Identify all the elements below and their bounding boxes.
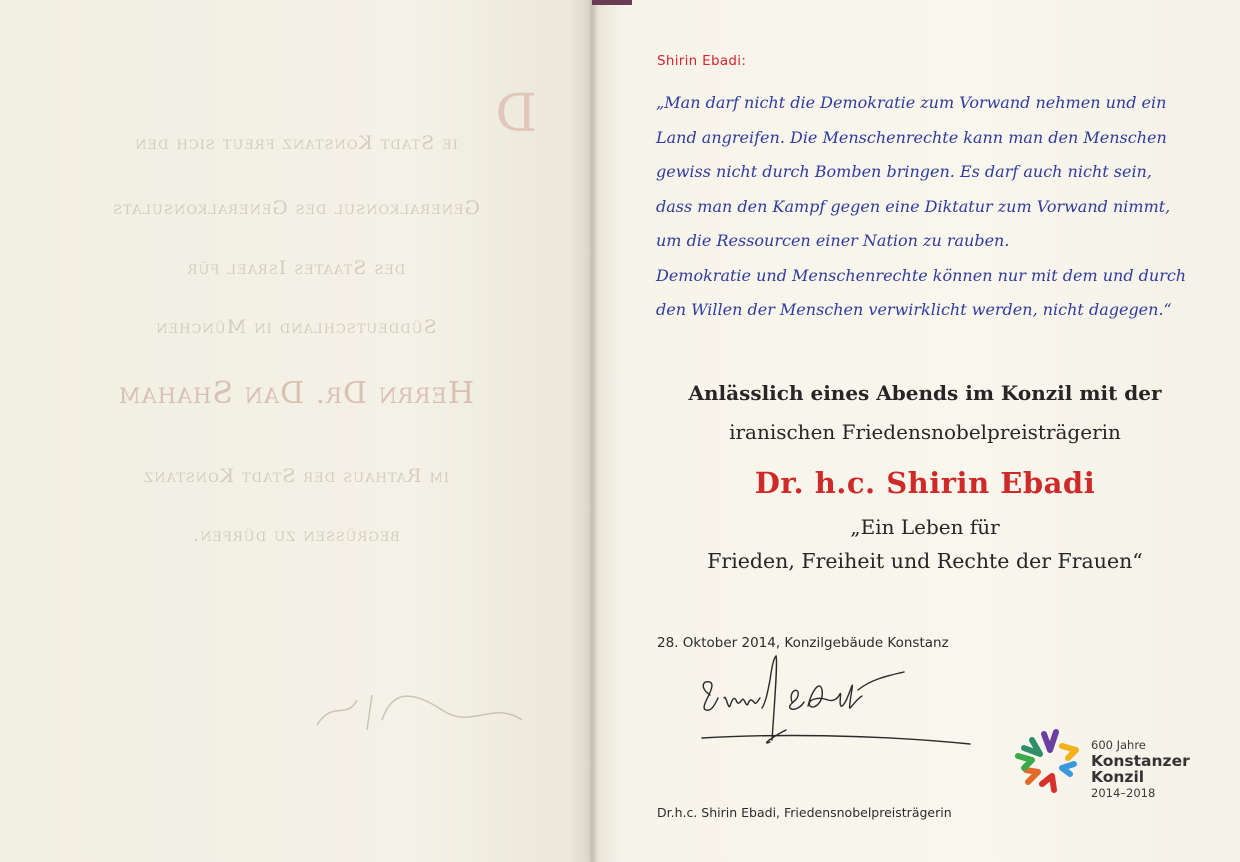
bookmark-ribbon (592, 0, 632, 5)
quote-line: den Willen der Menschen verwirklicht werden, nicht dagegen.“ (656, 300, 1172, 319)
occasion-heading-line2: iranischen Friedensnobelpreisträgerin (729, 420, 1121, 444)
date-place: 28. Oktober 2014, Konzilgebäude Konstanz (657, 635, 949, 651)
show-through-text (0, 0, 592, 862)
signature-caption: Dr.h.c. Shirin Ebadi, Friedensnobelpreisträgerin (657, 805, 952, 820)
logo-line1: 600 Jahre (1091, 738, 1146, 752)
ghost-signature-icon (292, 680, 532, 740)
ghost-line: ie Stadt Konstanz freut sich den (134, 132, 458, 154)
quote-line: dass man den Kampf gegen eine Diktatur zum Vorwand nimmt, (656, 196, 1171, 216)
ghost-line: begrüssen zu dürfen. (192, 524, 400, 546)
konzil-logo-icon (1010, 728, 1090, 808)
quote-line: Land angreifen. Die Menschenrechte kann man den Menschen (656, 127, 1167, 147)
ghost-line: des Staates Israel für (186, 257, 406, 279)
left-page (0, 0, 592, 862)
ghost-line: im Rathaus der Stadt Konstanz (143, 465, 449, 487)
ghost-line: Süddeutschland in München (155, 316, 437, 338)
logo-line3: Konzil (1091, 768, 1145, 786)
talk-title-line2: Frieden, Freiheit und Rechte der Frauen“ (707, 549, 1143, 573)
honoree-name: Dr. h.c. Shirin Ebadi (754, 466, 1096, 500)
occasion-heading-line1: Anlässlich eines Abends im Konzil mit der (688, 381, 1162, 405)
ghost-line: Generalkonsul des Generalkonsulats (112, 197, 480, 219)
speaker-label: Shirin Ebadi: (657, 53, 747, 69)
signature-icon (690, 650, 980, 750)
logo-line2: Konstanzer (1091, 751, 1190, 770)
quote-line: Demokratie und Menschenrechte können nur mit dem und durch (656, 265, 1187, 285)
quote-block (656, 86, 1216, 328)
book-gutter (588, 0, 598, 862)
logo-line4: 2014–2018 (1091, 785, 1156, 800)
ghost-line: Herrn Dr. Dan Shaham (117, 376, 475, 411)
quote-line: gewiss nicht durch Bomben bringen. Es darf auch nicht sein, (656, 162, 1152, 181)
talk-title-line1: „Ein Leben für (850, 515, 1000, 539)
konzil-logo-text (1091, 740, 1190, 799)
quote-line: um die Ressourcen einer Nation zu rauben. (656, 231, 1010, 250)
ghost-dropcap: D (495, 84, 537, 144)
quote-line: „Man darf nicht die Demokratie zum Vorwand nehmen und ein (656, 93, 1167, 112)
